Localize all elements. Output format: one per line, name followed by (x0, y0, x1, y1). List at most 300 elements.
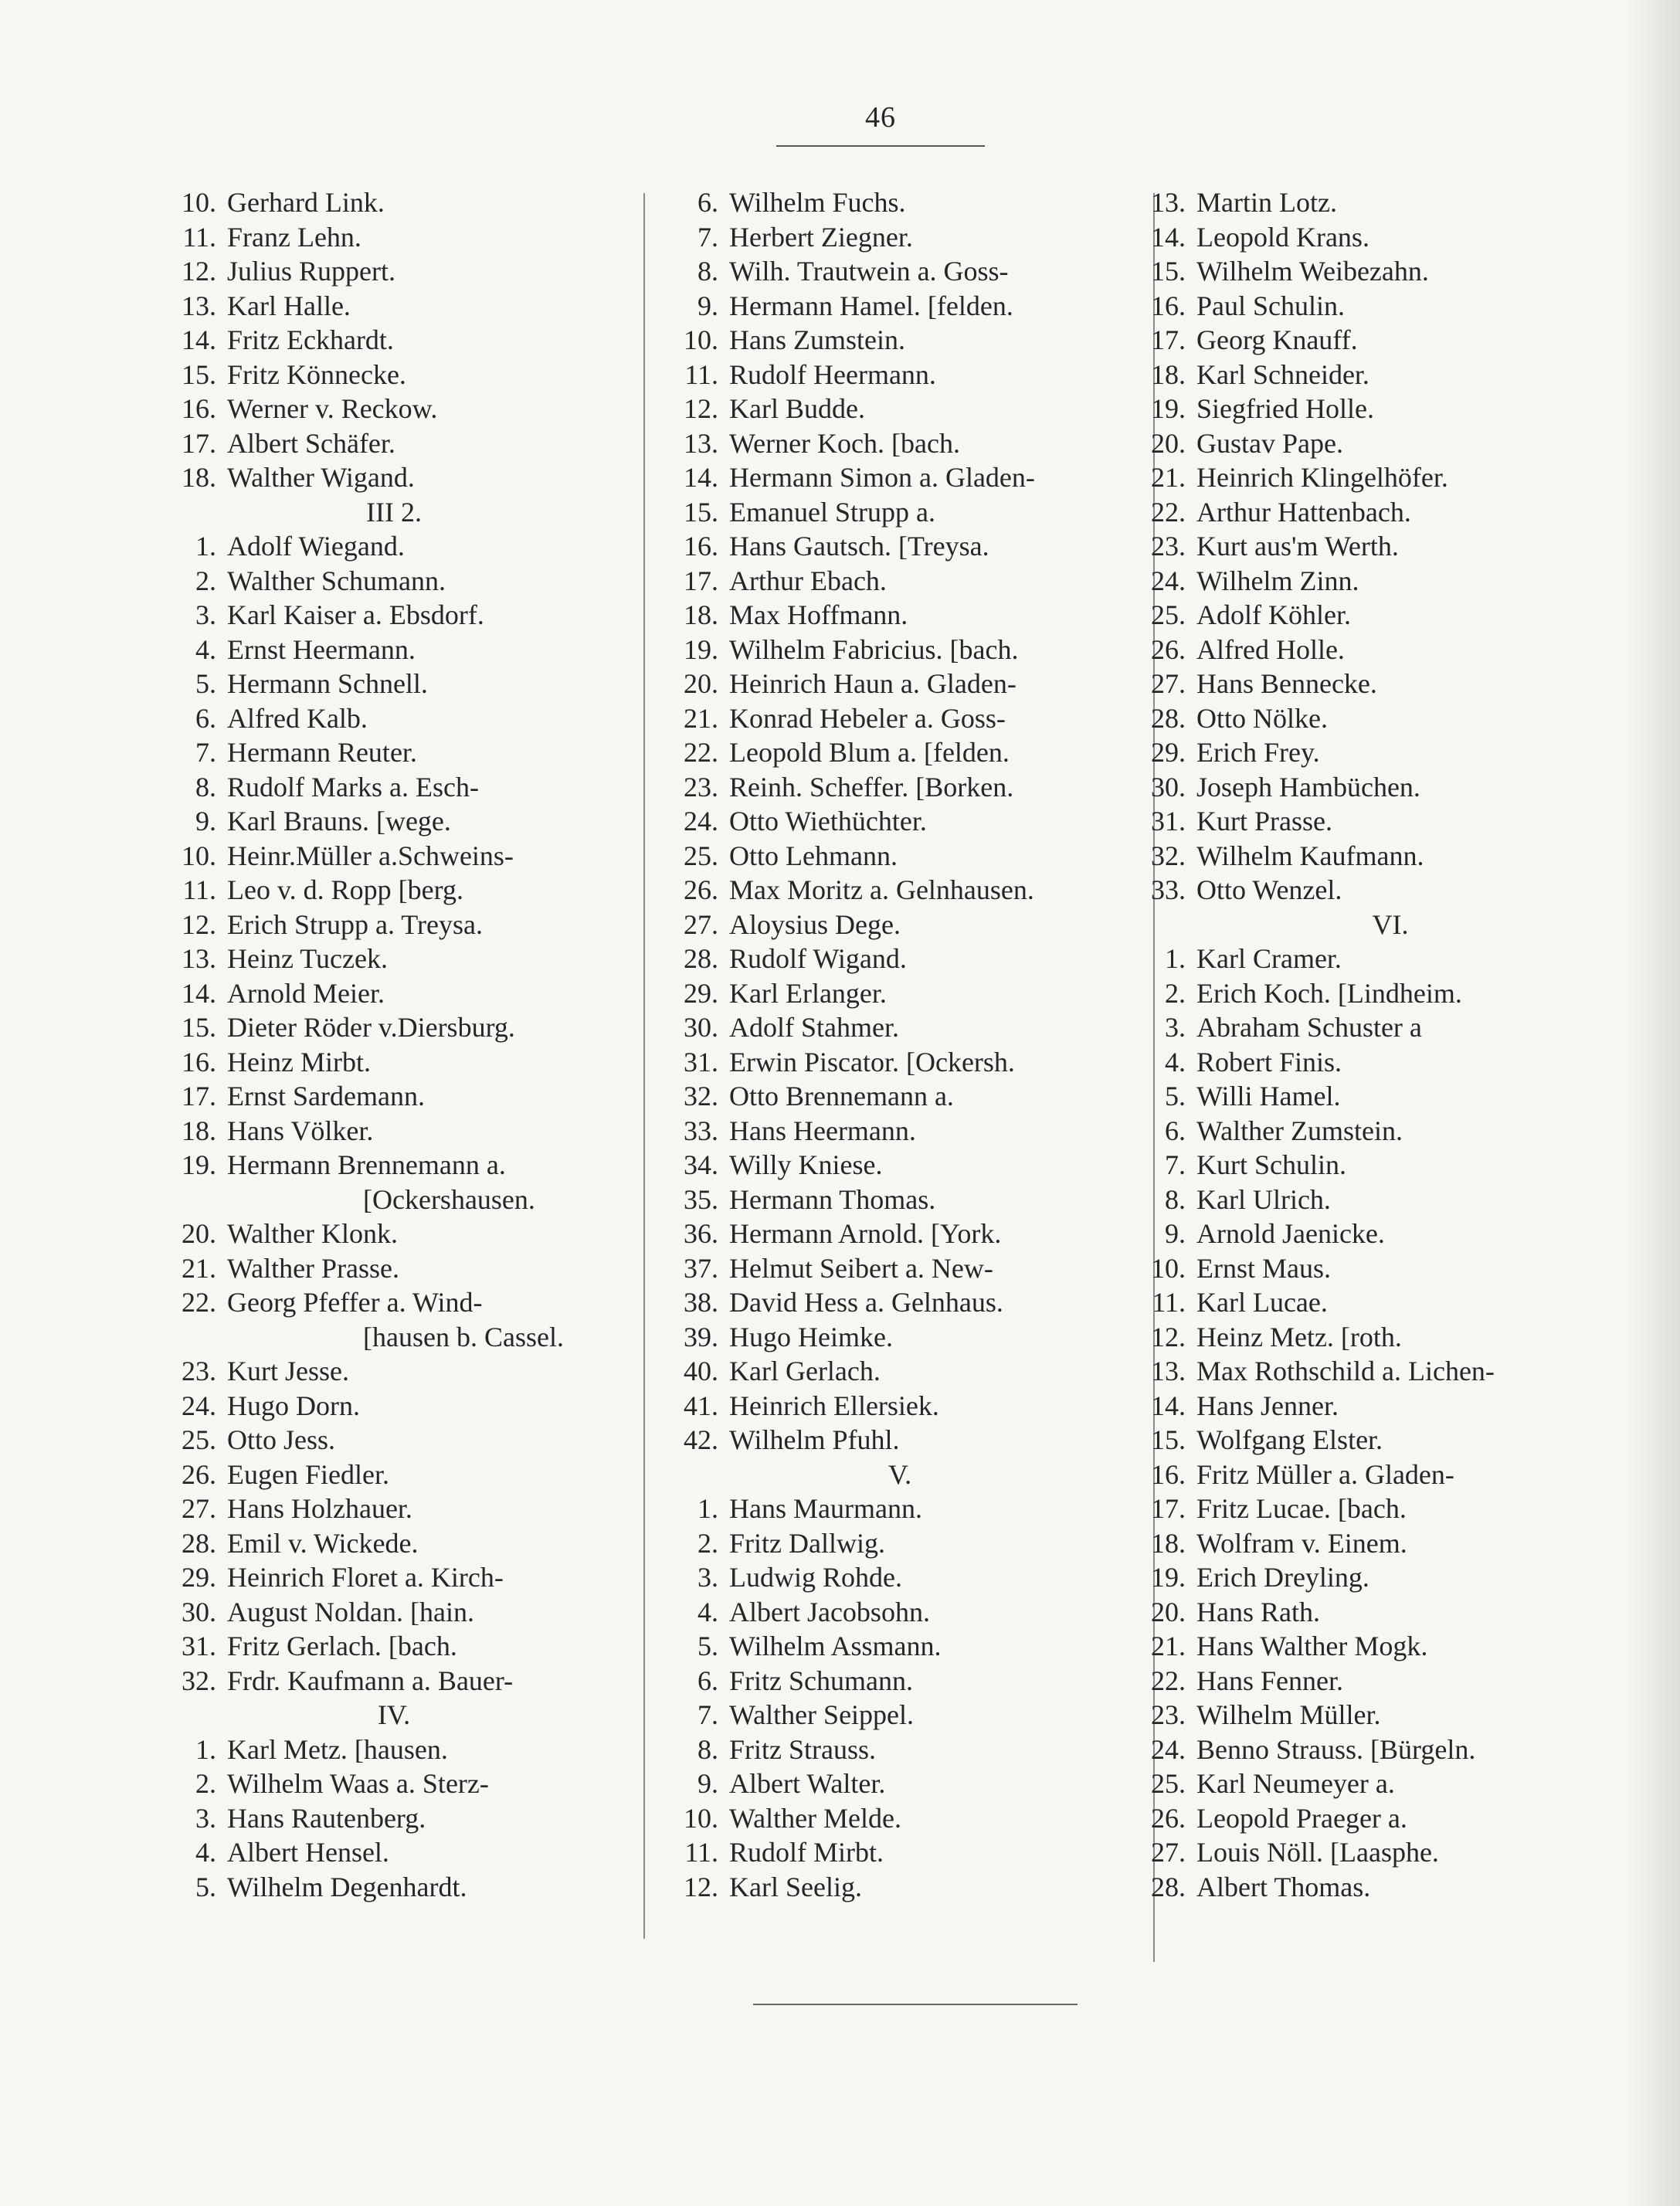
list-item (154, 942, 633, 976)
entry-name: Alfred Kalb. (227, 702, 368, 734)
entry-name: Heinrich Haun a. Gladen- (729, 668, 1016, 699)
list-item (154, 564, 633, 599)
entry-name: Ernst Maus. (1196, 1252, 1331, 1284)
header-rule (776, 145, 985, 147)
entry-name: Wilhelm Pfuhl. (729, 1424, 900, 1455)
list-item (154, 1560, 633, 1595)
list-item (657, 1733, 1143, 1767)
list-item (1124, 1733, 1657, 1767)
list-item (1124, 220, 1657, 255)
entry-number: 26. (1151, 633, 1186, 665)
list-item (657, 633, 1143, 667)
entry-name: [hausen b. Cassel. (363, 1321, 564, 1352)
list-item (154, 804, 633, 839)
entry-number: 27. (1151, 668, 1186, 699)
list-item (657, 1664, 1143, 1699)
entry-name: Abraham Schuster a (1196, 1012, 1422, 1043)
entry-name: Ernst Heermann. (227, 633, 416, 665)
list-item (657, 460, 1143, 495)
list-item (1124, 1423, 1657, 1458)
page-edge-shadow (1626, 0, 1680, 2206)
list-item (1124, 735, 1657, 770)
entry-number: 6. (195, 702, 216, 734)
list-item (1124, 1148, 1657, 1183)
list-item (657, 1320, 1143, 1355)
entry-name: Joseph Hambüchen. (1196, 771, 1420, 803)
entry-name: Fritz Strauss. (729, 1733, 877, 1765)
entry-name: Albert Schäfer. (227, 427, 395, 459)
entry-number: 12. (182, 908, 216, 940)
entry-number: 31. (1151, 806, 1186, 837)
entry-name: Louis Nöll. [Laasphe. (1196, 1837, 1439, 1868)
entry-name: Fritz Eckhardt. (227, 324, 394, 355)
entry-name: Hugo Dorn. (227, 1390, 360, 1421)
entry-number: 4. (195, 633, 216, 665)
list-item (1124, 1835, 1657, 1870)
entry-name: Hermann Arnold. [York. (729, 1218, 1002, 1249)
entry-number: 30. (182, 1596, 216, 1627)
list-item (154, 358, 633, 392)
entry-name: Albert Thomas. (1196, 1871, 1371, 1902)
list-item (657, 1045, 1143, 1080)
entry-number: 28. (684, 943, 718, 974)
entry-name: Hans Bennecke. (1196, 668, 1377, 699)
entry-name: Aloysius Dege. (729, 908, 901, 940)
entry-name: Franz Lehn. (227, 221, 361, 253)
entry-number: 8. (195, 771, 216, 803)
list-item (1124, 804, 1657, 839)
entry-number: 28. (1151, 1871, 1186, 1902)
entry-number: 19. (684, 633, 718, 665)
list-item (154, 735, 633, 770)
entry-name: Hermann Simon a. Gladen- (729, 462, 1035, 493)
list-item (1124, 1560, 1657, 1595)
entry-name: Walther Klonk. (227, 1218, 399, 1249)
entry-name: Rudolf Wigand. (729, 943, 907, 974)
entry-number: 6. (1165, 1115, 1186, 1146)
entry-number: 11. (684, 358, 718, 390)
entry-name: Georg Pfeffer a. Wind- (227, 1287, 483, 1318)
entry-number: 9. (697, 290, 718, 321)
entry-name: Hans Maurmann. (729, 1493, 922, 1524)
entry-name: Wilhelm Kaufmann. (1196, 840, 1424, 871)
list-item (1124, 495, 1657, 530)
list-item (657, 701, 1143, 736)
list-item (1124, 1698, 1657, 1733)
list-item (154, 426, 633, 461)
list-item (154, 1526, 633, 1561)
entry-name: Rudolf Marks a. Esch- (227, 771, 479, 803)
list-item (657, 1835, 1143, 1870)
entry-number: 13. (182, 290, 216, 321)
list-item (154, 1835, 633, 1870)
entry-name: August Noldan. [hain. (227, 1596, 474, 1627)
entry-name: Wilhelm Weibezahn. (1196, 256, 1429, 287)
list-item (154, 1389, 633, 1424)
entry-name: Kurt Jesse. (227, 1356, 349, 1386)
entry-name: Rudolf Heermann. (729, 358, 936, 390)
list-item (657, 1183, 1143, 1217)
entry-number: 24. (684, 806, 718, 837)
list-item (154, 1010, 633, 1045)
entry-number: 8. (697, 1733, 718, 1765)
entry-name: Fritz Müller a. Gladen- (1196, 1458, 1454, 1490)
entry-number: 9. (195, 806, 216, 837)
entry-number: 22. (1151, 1665, 1186, 1696)
entry-name: Konrad Hebeler a. Goss- (729, 702, 1006, 734)
list-item (1124, 873, 1657, 908)
entry-number: 28. (1151, 702, 1186, 734)
entry-name: Heinz Mirbt. (227, 1046, 371, 1078)
entry-number: 38. (684, 1287, 718, 1318)
entry-number: 26. (182, 1458, 216, 1490)
footer-rule (753, 2004, 1078, 2005)
entry-number: 21. (1151, 1631, 1186, 1661)
entry-name: Julius Ruppert. (227, 256, 396, 287)
entry-number: 22. (1151, 496, 1186, 528)
entry-number: 7. (697, 221, 718, 253)
list-item (1124, 460, 1657, 495)
list-item (154, 598, 633, 633)
entry-number: 8. (697, 256, 718, 287)
entry-name: Fritz Dallwig. (729, 1527, 885, 1559)
entry-name: Ernst Sardemann. (227, 1081, 425, 1111)
list-item (154, 908, 633, 942)
list-item (657, 426, 1143, 461)
list-item (1124, 1045, 1657, 1080)
entry-number: 9. (1165, 1218, 1186, 1249)
entry-name: Robert Finis. (1196, 1046, 1342, 1078)
list-item (154, 839, 633, 874)
entry-name: Kurt Prasse. (1196, 806, 1332, 837)
entry-name: Fritz Lucae. [bach. (1196, 1493, 1407, 1524)
list-item (1124, 667, 1657, 701)
entry-number: 23. (1151, 1699, 1186, 1730)
list-item (1124, 254, 1657, 289)
entry-number: 13. (1151, 1356, 1186, 1386)
list-item (154, 1458, 633, 1492)
entry-number: 7. (195, 737, 216, 768)
list-item (657, 1629, 1143, 1664)
entry-name: Leopold Praeger a. (1196, 1802, 1407, 1834)
entry-name: Karl Gerlach. (729, 1356, 881, 1386)
entry-number (154, 1320, 216, 1355)
entry-name: Arthur Hattenbach. (1196, 496, 1411, 528)
entry-number: 19. (1151, 1562, 1186, 1593)
list-item (1124, 1801, 1657, 1836)
list-item (1124, 1183, 1657, 1217)
entry-number: 37. (684, 1252, 718, 1284)
entry-number: 17. (182, 427, 216, 459)
entry-name: Max Moritz a. Gelnhausen. (729, 874, 1034, 905)
entry-name: Walther Wigand. (227, 462, 415, 493)
list-item (1124, 942, 1657, 976)
entry-number: 42. (684, 1424, 718, 1455)
entry-number: 4. (697, 1596, 718, 1627)
entry-number: 1. (1165, 943, 1186, 974)
entry-number: 29. (1151, 737, 1186, 768)
entry-number: 34. (684, 1149, 718, 1180)
list-item (657, 1560, 1143, 1595)
entry-number: 33. (684, 1115, 718, 1146)
entry-name: Hans Gautsch. [Treysa. (729, 531, 989, 562)
entry-name: Walther Schumann. (227, 565, 446, 596)
entry-number: 18. (684, 599, 718, 630)
entry-number: 27. (684, 908, 718, 940)
entry-number: 10. (182, 840, 216, 871)
entry-name: Walther Zumstein. (1196, 1115, 1403, 1146)
entry-name: Heinrich Klingelhöfer. (1196, 462, 1448, 493)
entry-name: Albert Jacobsohn. (729, 1596, 930, 1627)
entry-number: 14. (684, 462, 718, 493)
list-item (154, 460, 633, 495)
column-middle (657, 185, 1143, 1904)
list-item (1124, 1010, 1657, 1045)
entry-number: 33. (1151, 874, 1186, 905)
entry-number: 15. (182, 358, 216, 390)
entry-name: Karl Neumeyer a. (1196, 1768, 1395, 1799)
entry-number: 30. (1151, 771, 1186, 803)
entry-name: Karl Erlanger. (729, 977, 887, 1009)
entry-number: 7. (1165, 1149, 1186, 1180)
entry-name: Hans Zumstein. (729, 324, 905, 355)
entry-number: 24. (182, 1390, 216, 1421)
entry-name: Heinz Tuczek. (227, 943, 388, 974)
list-item (657, 1217, 1143, 1251)
list-item (657, 1354, 1143, 1389)
entry-number: 31. (182, 1631, 216, 1661)
list-item (1124, 976, 1657, 1011)
list-item (657, 1698, 1143, 1733)
list-item (657, 839, 1143, 874)
entry-name: Wilhelm Degenhardt. (227, 1871, 467, 1902)
list-item (657, 358, 1143, 392)
entry-name: Martin Lotz. (1196, 187, 1337, 218)
list-item (1124, 839, 1657, 874)
list-item (657, 1079, 1143, 1114)
entry-number: 16. (1151, 290, 1186, 321)
list-item (154, 1251, 633, 1286)
entry-number: 31. (684, 1046, 718, 1078)
entry-number: 11. (182, 221, 216, 253)
list-item (657, 1114, 1143, 1149)
entry-number: 26. (1151, 1802, 1186, 1834)
entry-name: Benno Strauss. [Bürgeln. (1196, 1733, 1476, 1765)
entry-number: 11. (684, 1837, 718, 1868)
entry-name: Erwin Piscator. [Ockersh. (729, 1046, 1015, 1078)
list-item (154, 1733, 633, 1767)
entry-number: 16. (182, 1046, 216, 1078)
entry-name: Frdr. Kaufmann a. Bauer- (227, 1665, 514, 1696)
list-item (657, 289, 1143, 324)
entry-number: 23. (182, 1356, 216, 1386)
entry-name: Wilhelm Assmann. (729, 1631, 942, 1661)
entry-name: Hugo Heimke. (729, 1321, 893, 1352)
entry-name: Karl Kaiser a. Ebsdorf. (227, 599, 484, 630)
entry-name: Otto Wiethüchter. (729, 806, 927, 837)
list-item (1124, 770, 1657, 805)
entry-number: 18. (1151, 1527, 1186, 1559)
list-item (154, 1664, 633, 1699)
entry-number: 22. (182, 1287, 216, 1318)
entry-number: 12. (182, 256, 216, 287)
list-item (154, 1079, 633, 1114)
entry-name: Hermann Schnell. (227, 668, 428, 699)
entry-number: 5. (195, 668, 216, 699)
entry-number: 16. (182, 393, 216, 424)
list-item (154, 529, 633, 564)
entry-name: Heinr.Müller a.Schweins- (227, 840, 514, 871)
entry-number: 23. (684, 771, 718, 803)
entry-name: Leo v. d. Ropp [berg. (227, 874, 463, 905)
entry-number: 11. (182, 874, 216, 905)
entry-number: 20. (1151, 1596, 1186, 1627)
entry-number: 10. (684, 324, 718, 355)
entry-name: Helmut Seibert a. New- (729, 1252, 993, 1284)
section-heading: V. (888, 1458, 912, 1490)
entry-number: 25. (182, 1424, 216, 1455)
list-item (657, 1010, 1143, 1045)
entry-number: 20. (684, 668, 718, 699)
entry-name: Karl Metz. [hausen. (227, 1733, 448, 1765)
list-item (154, 976, 633, 1011)
entry-name: Hans Fenner. (1196, 1665, 1343, 1696)
entry-name: Willy Kniese. (729, 1149, 883, 1180)
list-item (154, 1148, 633, 1183)
entry-name: Karl Halle. (227, 290, 351, 321)
list-item (657, 1492, 1143, 1526)
entry-name: Hermann Reuter. (227, 737, 417, 768)
entry-name: Otto Nölke. (1196, 702, 1328, 734)
entry-number: 15. (182, 1012, 216, 1043)
entry-name: Werner v. Reckow. (227, 393, 438, 424)
list-item (1124, 289, 1657, 324)
entry-name: Max Hoffmann. (729, 599, 908, 630)
entry-number: 17. (1151, 324, 1186, 355)
entry-number: 2. (195, 1768, 216, 1799)
entry-name: Paul Schulin. (1196, 290, 1346, 321)
entry-name: Max Rothschild a. Lichen- (1196, 1356, 1495, 1386)
entry-number: 19. (182, 1149, 216, 1180)
entry-number: 3. (195, 599, 216, 630)
entry-name: Adolf Köhler. (1196, 599, 1351, 630)
list-item (1124, 1870, 1657, 1905)
list-item (1124, 1354, 1657, 1389)
entry-name: [Ockershausen. (363, 1183, 535, 1215)
entry-name: Arnold Jaenicke. (1196, 1218, 1385, 1249)
list-item (154, 667, 633, 701)
entry-name: Erich Frey. (1196, 737, 1320, 768)
entry-number: 10. (684, 1802, 718, 1834)
entry-number: 13. (684, 427, 718, 459)
entry-number: 12. (684, 393, 718, 424)
list-item (657, 220, 1143, 255)
list-item (154, 701, 633, 736)
entry-name: Wolfgang Elster. (1196, 1424, 1383, 1455)
entry-name: Otto Lehmann. (729, 840, 898, 871)
entry-name: Erich Strupp a. Treysa. (227, 908, 483, 940)
column-right (1124, 185, 1657, 1904)
list-item (154, 1114, 633, 1149)
entry-number: 25. (1151, 599, 1186, 630)
entry-number: 36. (684, 1218, 718, 1249)
entry-name: Erich Koch. [Lindheim. (1196, 977, 1462, 1009)
entry-number: 29. (182, 1562, 216, 1593)
entry-name: Werner Koch. [bach. (729, 427, 960, 459)
entry-name: Gerhard Link. (227, 187, 385, 218)
list-item (154, 1492, 633, 1526)
entry-name: Willi Hamel. (1196, 1081, 1341, 1111)
entry-name: Heinz Metz. [roth. (1196, 1321, 1402, 1352)
list-item (657, 1801, 1143, 1836)
entry-number: 19. (1151, 393, 1186, 424)
entry-number: 11. (1152, 1287, 1186, 1318)
entry-name: Karl Brauns. [wege. (227, 806, 451, 837)
entry-number: 32. (182, 1665, 216, 1696)
list-item (1124, 1285, 1657, 1320)
list-item (657, 1526, 1143, 1561)
entry-name: Alfred Holle. (1196, 633, 1345, 665)
entry-number: 27. (182, 1493, 216, 1524)
entry-number: 7. (697, 1699, 718, 1730)
entry-number: 30. (684, 1012, 718, 1043)
list-item (154, 1354, 633, 1389)
list-item (1124, 564, 1657, 599)
entry-number: 23. (1151, 531, 1186, 562)
list-item (154, 1183, 633, 1217)
list-item (154, 873, 633, 908)
entry-number: 12. (1151, 1321, 1186, 1352)
section-heading: IV. (377, 1699, 411, 1730)
column-divider-left (643, 193, 645, 1939)
entry-number: 29. (684, 977, 718, 1009)
entry-number: 27. (1151, 1837, 1186, 1868)
list-item (1124, 1251, 1657, 1286)
list-item (154, 323, 633, 358)
list-item (1124, 598, 1657, 633)
entry-name: Hans Walther Mogk. (1196, 1631, 1428, 1661)
list-item (154, 220, 633, 255)
entry-name: Wilhelm Waas a. Sterz- (227, 1768, 489, 1799)
entry-number: 21. (1151, 462, 1186, 493)
entry-number: 15. (684, 496, 718, 528)
entry-number: 17. (684, 565, 718, 596)
entry-name: Karl Seelig. (729, 1871, 862, 1902)
entry-number: 25. (1151, 1768, 1186, 1799)
list-item (154, 1423, 633, 1458)
entry-name: Kurt aus'm Werth. (1196, 531, 1399, 562)
entry-name: Wilhelm Müller. (1196, 1699, 1381, 1730)
entry-number: 1. (697, 1493, 718, 1524)
list-item (657, 908, 1143, 942)
entry-name: Arthur Ebach. (729, 565, 887, 596)
entry-name: Wilhelm Fabricius. [bach. (729, 633, 1019, 665)
list-item (154, 770, 633, 805)
list-item (657, 1251, 1143, 1286)
list-item (1124, 1217, 1657, 1251)
entry-name: Karl Budde. (729, 393, 865, 424)
entry-name: Ludwig Rohde. (729, 1562, 902, 1593)
entry-number: 6. (697, 1665, 718, 1696)
entry-number: 3. (697, 1562, 718, 1593)
list-item (657, 185, 1143, 220)
entry-number: 2. (195, 565, 216, 596)
entry-number: 16. (1151, 1458, 1186, 1490)
entry-name: Georg Knauff. (1196, 324, 1358, 355)
list-item (1124, 1079, 1657, 1114)
entry-number: 32. (1151, 840, 1186, 871)
entry-name: Karl Cramer. (1196, 943, 1342, 974)
